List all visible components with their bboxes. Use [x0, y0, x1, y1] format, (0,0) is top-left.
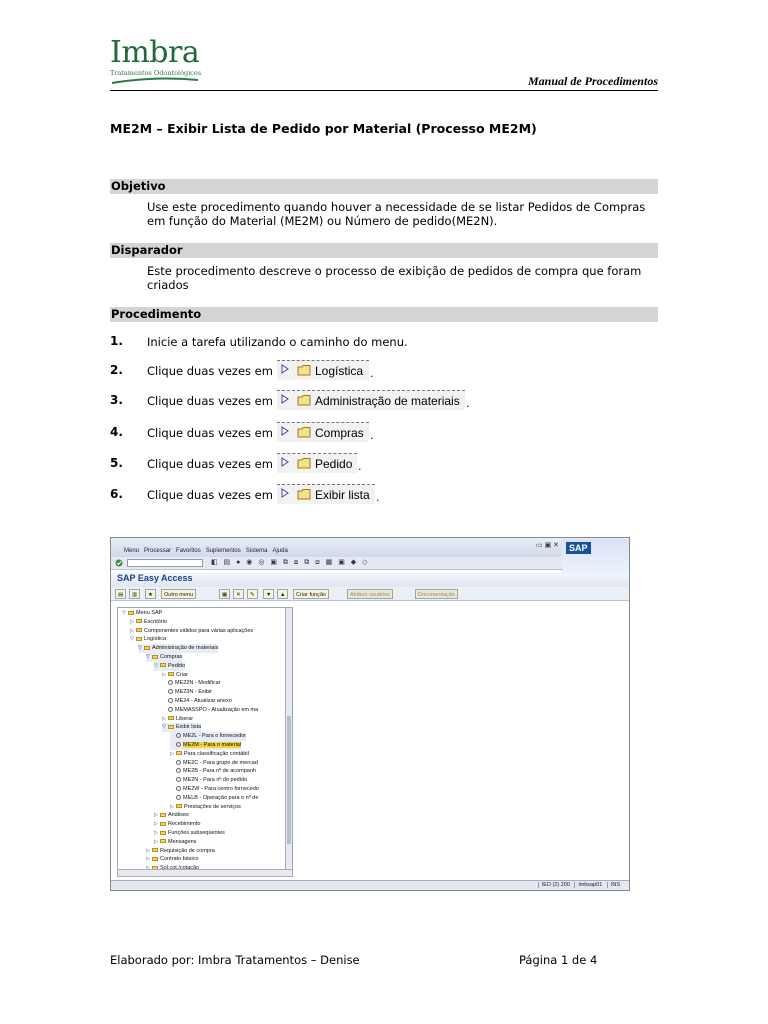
tree-node[interactable]	[170, 785, 259, 794]
expand-arrow-icon[interactable]: ▷	[146, 847, 150, 854]
expand-arrow-icon[interactable]: ▷	[154, 838, 158, 845]
status-mode: INS	[607, 882, 623, 888]
footer-page-number: Página 1 de 4	[519, 953, 598, 967]
documentation-button[interactable]: Documentação	[415, 589, 458, 599]
tree-node-label: Compras	[160, 654, 183, 660]
tree-node[interactable]	[138, 644, 218, 653]
status-system: IED (2) 200	[538, 882, 573, 888]
folder-icon	[136, 619, 142, 623]
expand-triangle-icon	[281, 488, 289, 498]
tree-node[interactable]	[170, 767, 256, 776]
move-up-icon[interactable]: ▲	[277, 589, 288, 599]
tree-node-label: ME23N - Exibir	[175, 689, 212, 696]
edit-icon[interactable]: ✎	[247, 589, 258, 599]
objetivo-text: Use este procedimento quando houver a necessidade de se listar Pedidos de Compras em função do Material (ME2M) ou Número de pedido(ME2N).	[147, 200, 646, 228]
tree-node[interactable]	[154, 829, 225, 838]
menu-node-administracao-de-materiais	[277, 390, 465, 410]
sap-status-bar	[111, 880, 629, 890]
move-down-icon[interactable]: ▼	[263, 589, 274, 599]
menu-node-label: Pedido	[315, 457, 353, 471]
step-text: Inicie a tarefa utilizando o caminho do menu.	[147, 335, 408, 349]
tree-node-label: Requisição de compra	[160, 847, 215, 854]
expand-arrow-icon[interactable]: ▷	[170, 750, 174, 757]
user-menu-icon[interactable]: ▤	[115, 589, 126, 599]
section-heading-objetivo: Objetivo	[110, 179, 658, 194]
tree-node-label: MELB - Operação para o nº de	[183, 794, 259, 801]
tree-node-label: ME2M - Para o material	[183, 742, 242, 748]
sap-screenshot	[110, 537, 630, 891]
tree-node[interactable]	[154, 820, 200, 829]
tree-node-label: Liberar	[176, 715, 194, 722]
step-2	[110, 360, 658, 380]
section-heading-procedimento: Procedimento	[110, 307, 658, 322]
tree-node[interactable]	[146, 855, 199, 864]
step-text: Clique duas vezes em	[147, 488, 273, 502]
tree-node[interactable]	[170, 803, 241, 812]
tree-node[interactable]	[170, 741, 241, 750]
tree-node-label: ME2L - Para o fornecedor	[183, 733, 247, 740]
folder-icon	[160, 822, 166, 826]
footer-author: Elaborado por: Imbra Tratamentos – Denise	[110, 953, 360, 967]
tree-node[interactable]	[130, 618, 167, 627]
header-divider	[110, 90, 658, 91]
folder-icon	[136, 628, 142, 632]
folder-icon	[168, 716, 174, 720]
step-text: Clique duas vezes em	[147, 394, 273, 408]
tree-node-label: Análises	[168, 812, 189, 819]
step-4	[110, 422, 658, 442]
tree-node[interactable]	[170, 732, 246, 741]
step-1	[110, 331, 658, 351]
tree-node[interactable]	[130, 627, 253, 636]
tree-node[interactable]	[170, 759, 258, 768]
sap-title: SAP Easy Access	[111, 573, 629, 587]
folder-icon	[297, 394, 311, 406]
step-3	[110, 390, 658, 410]
step-number: 4.	[110, 425, 123, 439]
collapse-arrow-icon[interactable]: ▽	[154, 662, 158, 669]
transaction-icon	[176, 777, 181, 782]
tree-node[interactable]	[162, 723, 201, 732]
sap-menu-item[interactable]: Processar	[144, 548, 172, 554]
scroll-thumb[interactable]	[287, 716, 291, 844]
transaction-icon	[176, 768, 181, 773]
tree-node-label: Escritório	[144, 618, 167, 625]
folder-icon	[144, 646, 150, 650]
tree-node[interactable]	[162, 697, 232, 706]
expand-arrow-icon[interactable]: ▷	[154, 830, 158, 836]
command-field[interactable]	[127, 559, 203, 567]
sap-standard-toolbar	[111, 557, 563, 570]
create-role-button[interactable]: Criar função	[293, 589, 329, 599]
transaction-icon	[176, 786, 181, 791]
sap-menu-item[interactable]: Sistema	[245, 548, 268, 554]
expand-arrow-icon[interactable]: ▷	[162, 715, 166, 722]
collapse-arrow-icon[interactable]: ▽	[146, 654, 150, 660]
collapse-arrow-icon[interactable]: ▽	[162, 724, 166, 731]
expand-triangle-icon	[281, 394, 289, 404]
sap-logo	[561, 539, 629, 573]
disparador-text: Este procedimento descreve o processo de exibição de pedidos de compra que foram criados	[147, 264, 642, 292]
window-controls-icon: ▭ ▣ ✕	[536, 542, 559, 549]
menu-node-logistica	[277, 360, 369, 380]
step-end: .	[466, 397, 470, 410]
tree-node-label: Pedido	[168, 662, 186, 669]
folder-icon	[297, 457, 311, 469]
tree-node[interactable]	[162, 715, 193, 724]
expand-triangle-icon	[281, 426, 289, 436]
transaction-icon	[176, 760, 181, 765]
sap-menu-item[interactable]: Ajuda	[272, 548, 288, 554]
sap-menu-tree	[117, 607, 293, 877]
folder-icon	[128, 611, 134, 615]
tree-node-label: Para classificação contábil	[184, 750, 249, 757]
folder-icon	[136, 637, 142, 641]
folder-icon	[160, 831, 166, 835]
transaction-icon	[176, 795, 181, 800]
tree-node-label: Prestações de serviços	[184, 803, 241, 810]
step-number: 2.	[110, 363, 123, 377]
expand-arrow-icon[interactable]: ▷	[130, 618, 134, 625]
tree-node-label: Recebimento	[168, 821, 201, 828]
logo-subtext: Tratamentos Odontológicos	[110, 69, 202, 77]
imbra-logo	[110, 35, 210, 88]
expand-triangle-icon	[281, 364, 289, 374]
menu-node-label: Compras	[315, 426, 364, 440]
sap-menu	[124, 548, 293, 554]
tree-node[interactable]	[162, 706, 258, 715]
tree-node-label: ME22N - Modificar	[175, 680, 221, 687]
tree-node-label: ME2N - Para nº do pedido	[183, 777, 248, 784]
step-number: 1.	[110, 334, 123, 348]
sap-menu-icon[interactable]: ▥	[129, 589, 140, 599]
folder-icon	[176, 751, 182, 755]
tree-node-label: Criar	[176, 671, 188, 678]
step-number: 6.	[110, 487, 123, 501]
transaction-icon	[168, 707, 173, 712]
logo-text: Imbra	[110, 35, 200, 70]
section-heading-disparador: Disparador	[110, 243, 658, 258]
step-text: Clique duas vezes em	[147, 426, 273, 440]
tree-node[interactable]	[122, 609, 162, 618]
expand-arrow-icon[interactable]: ▷	[154, 821, 158, 828]
tree-node-label: MEMASSPO - Atualização em ma	[175, 706, 259, 713]
folder-icon	[152, 848, 158, 852]
collapse-arrow-icon[interactable]: ▽	[122, 610, 126, 616]
folder-icon	[176, 804, 182, 808]
sap-logo-text: SAP	[566, 542, 591, 554]
tree-node-label: ME2C - Para grupo de mercad	[183, 759, 258, 766]
expand-arrow-icon[interactable]: ▷	[170, 803, 174, 810]
transaction-icon	[176, 733, 181, 738]
step-number: 5.	[110, 456, 123, 470]
tree-node-label: ME2W - Para centro fornecedo	[183, 786, 259, 792]
tree-node[interactable]	[170, 776, 247, 785]
sap-menu-item[interactable]: Menu	[124, 548, 140, 554]
manual-title: Manual de Procedimentos	[527, 74, 658, 88]
sap-application-toolbar	[111, 587, 629, 601]
add-favorite-icon[interactable]: ▦	[219, 589, 230, 599]
status-fields	[538, 882, 623, 888]
tree-node[interactable]	[154, 838, 196, 847]
tree-node[interactable]	[170, 750, 249, 759]
horizontal-scrollbar[interactable]	[117, 869, 293, 877]
transaction-icon	[176, 742, 181, 747]
step-end: .	[370, 429, 374, 442]
folder-icon	[152, 857, 158, 861]
logo-swoosh-icon	[110, 74, 200, 86]
folder-icon	[168, 725, 174, 729]
folder-icon	[168, 672, 174, 676]
other-menu-button[interactable]: Outro menu	[161, 589, 196, 599]
vertical-scrollbar[interactable]	[285, 608, 292, 876]
folder-icon	[297, 426, 311, 438]
menu-node-label: Logística	[315, 364, 364, 378]
step-end: .	[370, 367, 374, 380]
expand-arrow-icon[interactable]: ▷	[154, 812, 158, 819]
step-number: 3.	[110, 393, 123, 407]
tree-node[interactable]	[154, 811, 189, 820]
step-text: Clique duas vezes em	[147, 364, 273, 378]
collapse-arrow-icon[interactable]: ▽	[138, 645, 142, 652]
tree-node-label: Mensagens	[168, 838, 197, 845]
expand-arrow-icon[interactable]: ▷	[130, 627, 134, 634]
menu-node-compras	[277, 422, 369, 442]
folder-icon	[152, 655, 158, 659]
transaction-icon	[168, 698, 173, 703]
step-end: .	[376, 491, 380, 504]
sap-menu-item[interactable]: Suplementos	[205, 548, 241, 554]
tree-node[interactable]	[146, 847, 215, 856]
expand-arrow-icon[interactable]: ▷	[162, 671, 166, 678]
document-title: ME2M – Exibir Lista de Pedido por Material (Processo ME2M)	[110, 121, 537, 136]
menu-node-pedido	[277, 453, 357, 473]
folder-icon	[160, 813, 166, 817]
tree-node-label: Exibir lista	[176, 724, 202, 731]
tree-node[interactable]	[130, 635, 166, 644]
tree-node-label: Componentes válidos para várias aplicações	[144, 627, 254, 634]
enter-check-icon	[115, 559, 123, 567]
tree-node-label: Logística	[144, 636, 167, 643]
status-server: imbsap01	[574, 882, 605, 888]
folder-icon	[160, 839, 166, 843]
tree-node[interactable]	[170, 794, 258, 803]
tree-node[interactable]	[146, 653, 182, 662]
tree-node[interactable]	[162, 671, 188, 680]
expand-triangle-icon	[281, 457, 289, 467]
step-text: Clique duas vezes em	[147, 457, 273, 471]
assign-users-button[interactable]: Atribuir usuários	[347, 589, 393, 599]
step-6	[110, 484, 658, 504]
tree-node-label: Contrato básico	[160, 856, 199, 863]
tree-node-label: Funções subseqüentes	[168, 830, 225, 836]
sap-menu-item[interactable]: Favoritos	[176, 548, 201, 554]
menu-node-label: Exibir lista	[315, 488, 370, 502]
menu-node-label: Administração de materiais	[315, 394, 460, 408]
collapse-arrow-icon[interactable]: ▽	[130, 636, 134, 643]
tree-node[interactable]	[154, 662, 185, 671]
tree-node-label: Administração de materiais	[152, 645, 219, 652]
tree-node[interactable]	[162, 688, 212, 697]
folder-icon	[160, 663, 166, 667]
step-end: .	[358, 460, 362, 473]
favorites-icon[interactable]: ★	[145, 589, 156, 599]
folder-icon	[297, 364, 311, 376]
folder-icon	[297, 488, 311, 500]
tree-node-label: ME24 - Atualizar anexo	[175, 698, 232, 704]
menu-node-exibir-lista	[277, 484, 375, 504]
delete-favorite-icon[interactable]: ✕	[233, 589, 244, 599]
expand-arrow-icon[interactable]: ▷	[146, 856, 150, 863]
tree-node[interactable]	[162, 679, 221, 688]
tree-node-label: Menu SAP	[136, 610, 163, 616]
step-5	[110, 453, 658, 473]
tree-node-label: ME2B - Para nº de acompanh	[183, 768, 256, 775]
transaction-icon	[168, 689, 173, 694]
toolbar-icons: ◧ ▤ ● ◉ ◎ ▣ ⧉ ⧈ ⧉ ⧈ ▦ ▣ ◆ ◇	[211, 559, 370, 566]
transaction-icon	[168, 680, 173, 685]
